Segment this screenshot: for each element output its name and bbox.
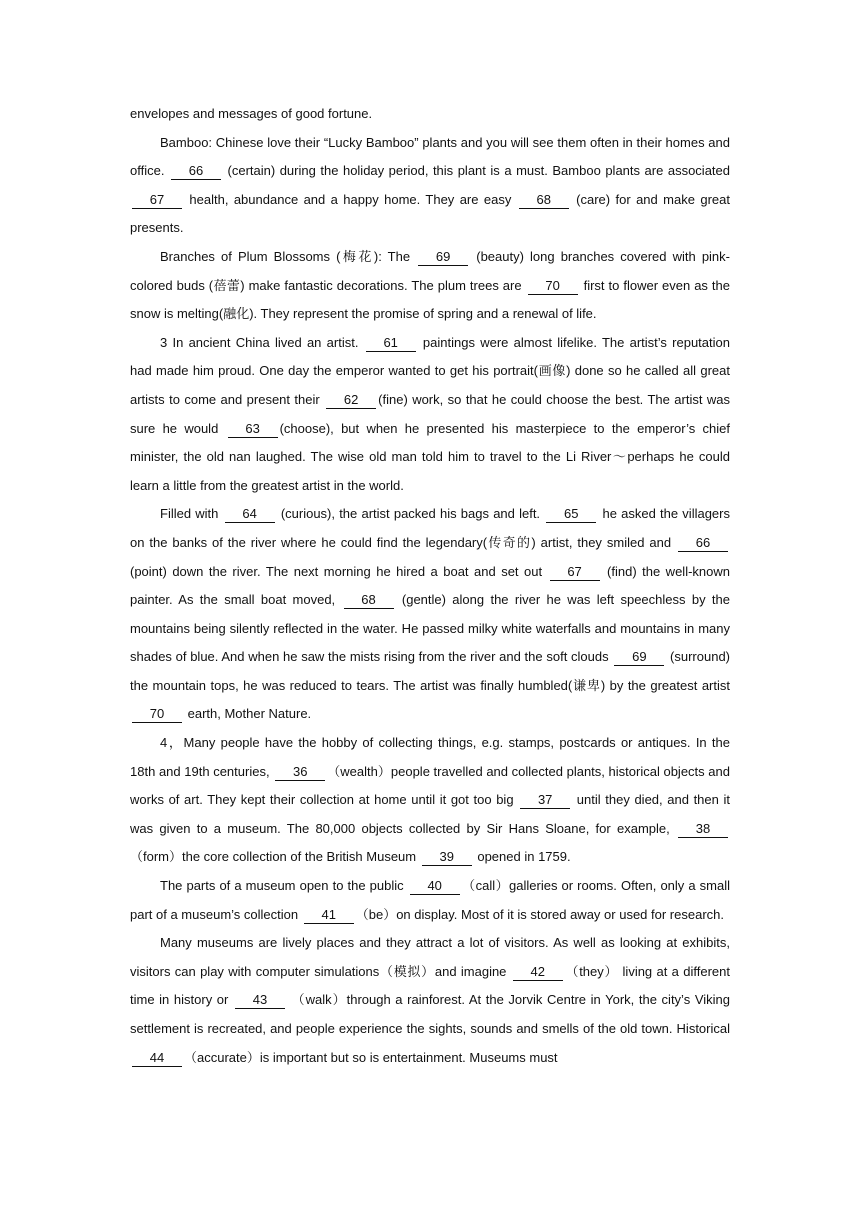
paragraph [130, 872, 730, 929]
paragraph [130, 100, 730, 129]
text-segment: （walk）through a rainforest. At the Jorvik Centre in York, the city’s Viking settlement is recreated, and people experience the sights, sounds and smells of the old town. Historical [130, 992, 730, 1036]
text-segment: （wealth）people travelled and collected plants, historical objects and works of art. They kept their collection at home until it got too big [130, 763, 730, 808]
text-segment: Many museums are lively places and they attract a lot of visitors. As well as looking at exhibits, visitors can play with computer simulations（模拟）and imagine [130, 935, 730, 979]
text-segment: (point) down the river. The next morning he hired a boat and set out [130, 563, 548, 579]
text-segment: (find) the well-known painter. As the small boat moved, [130, 563, 730, 608]
text-segment: (fine) work, so that he could choose the best. The artist was sure he would [130, 391, 731, 436]
text-segment: 3 In ancient China lived an artist. [160, 334, 364, 350]
answer-blank[interactable]: 62 [326, 392, 376, 409]
answer-blank[interactable]: 67 [132, 192, 182, 209]
text-segment: paintings were almost lifelike. The artist’s reputation had made him proud. One day the emperor wanted to get his portrait(画像) done so he called all great artists to come and present their [130, 334, 730, 407]
answer-blank[interactable]: 63 [228, 421, 278, 438]
text-segment: （they） living at a different time in history or [130, 963, 730, 1008]
text-segment: (gentle) along the river he was left speechless by the mountains being silently reflected in the water. He passed milky white waterfalls and mountains in many shades of blue. And when he saw the mists rising from the river and the soft clouds [130, 592, 730, 665]
text-segment: opened in 1759. [473, 849, 571, 865]
answer-blank[interactable]: 36 [275, 764, 325, 781]
answer-blank[interactable]: 65 [546, 506, 596, 523]
answer-blank[interactable]: 41 [304, 907, 354, 924]
answer-blank[interactable]: 38 [678, 821, 728, 838]
paragraph [130, 500, 730, 729]
answer-blank[interactable]: 39 [422, 849, 472, 866]
answer-blank[interactable]: 42 [513, 964, 563, 981]
text-segment: (beauty) long branches covered with pink-colored buds (蓓蕾) make fantastic decorations. The plum trees are [130, 248, 730, 293]
answer-blank[interactable]: 44 [132, 1050, 182, 1067]
paragraph [130, 929, 730, 1072]
answer-blank[interactable]: 70 [132, 706, 182, 723]
text-segment: （be）on display. Most of it is stored away or used for research. [355, 906, 724, 922]
answer-blank[interactable]: 68 [344, 592, 394, 609]
answer-blank[interactable]: 67 [550, 564, 600, 581]
text-segment: （accurate）is important but so is entertainment. Museums must [184, 1049, 558, 1065]
answer-blank[interactable]: 40 [410, 878, 460, 895]
answer-blank[interactable]: 69 [614, 649, 664, 666]
text-segment: first to flower even as the snow is melting(融化). They represent the promise of spring and a renewal of life. [130, 277, 730, 322]
paragraph [130, 243, 730, 329]
answer-blank[interactable]: 37 [520, 792, 570, 809]
answer-blank[interactable]: 68 [519, 192, 569, 209]
answer-blank[interactable]: 66 [171, 163, 221, 180]
text-segment: Filled with [160, 506, 223, 522]
text-segment: (surround) the mountain tops, he was reduced to tears. The artist was finally humbled(谦卑) by the greatest artist [130, 649, 731, 693]
text-segment: earth, Mother Nature. [184, 706, 312, 722]
text-segment: （call）galleries or rooms. Often, only a small part of a museum’s collection [130, 878, 731, 922]
text-segment: （form）the core collection of the British Museum [130, 849, 420, 865]
text-segment: health, abundance and a happy home. They are easy [184, 191, 517, 207]
paragraph [130, 729, 730, 872]
answer-blank[interactable]: 66 [678, 535, 728, 552]
text-segment: (care) for and make great presents. [130, 191, 730, 236]
text-segment: he asked the villagers on the banks of the river where he could find the legendary(传奇的) artist, they smiled and [130, 506, 730, 550]
answer-blank[interactable]: 43 [235, 992, 285, 1009]
document-page [130, 100, 730, 1072]
text-segment: Bamboo: Chinese love their “Lucky Bamboo” plants and you will see them often in their homes and office. [130, 134, 730, 179]
text-segment: Branches of Plum Blossoms (梅花): The [160, 248, 417, 264]
text-segment: 4，Many people have the hobby of collecting things, e.g. stamps, postcards or antiques. In the 18th and 19th centuries, [130, 735, 730, 779]
text-segment: (curious), the artist packed his bags and left. [276, 506, 545, 522]
text-segment: (certain) during the holiday period, this plant is a must. Bamboo plants are associated [222, 163, 730, 179]
answer-blank[interactable]: 70 [528, 278, 578, 295]
text-segment: The parts of a museum open to the public [160, 878, 408, 894]
paragraph [130, 329, 730, 501]
paragraph [130, 129, 730, 243]
answer-blank[interactable]: 69 [418, 249, 468, 266]
text-segment: until they died, and then it was given to a museum. The 80,000 objects collected by Sir Hans Sloane, for example, [130, 792, 730, 836]
text-segment: envelopes and messages of good fortune. [130, 106, 373, 121]
answer-blank[interactable]: 64 [225, 506, 275, 523]
text-segment: (choose), but when he presented his masterpiece to the emperor’s chief minister, the old nan laughed. The wise old man told him to travel to the Li River～perhaps he could learn a little from the greatest artist in the world. [130, 420, 730, 493]
answer-blank[interactable]: 61 [366, 335, 416, 352]
